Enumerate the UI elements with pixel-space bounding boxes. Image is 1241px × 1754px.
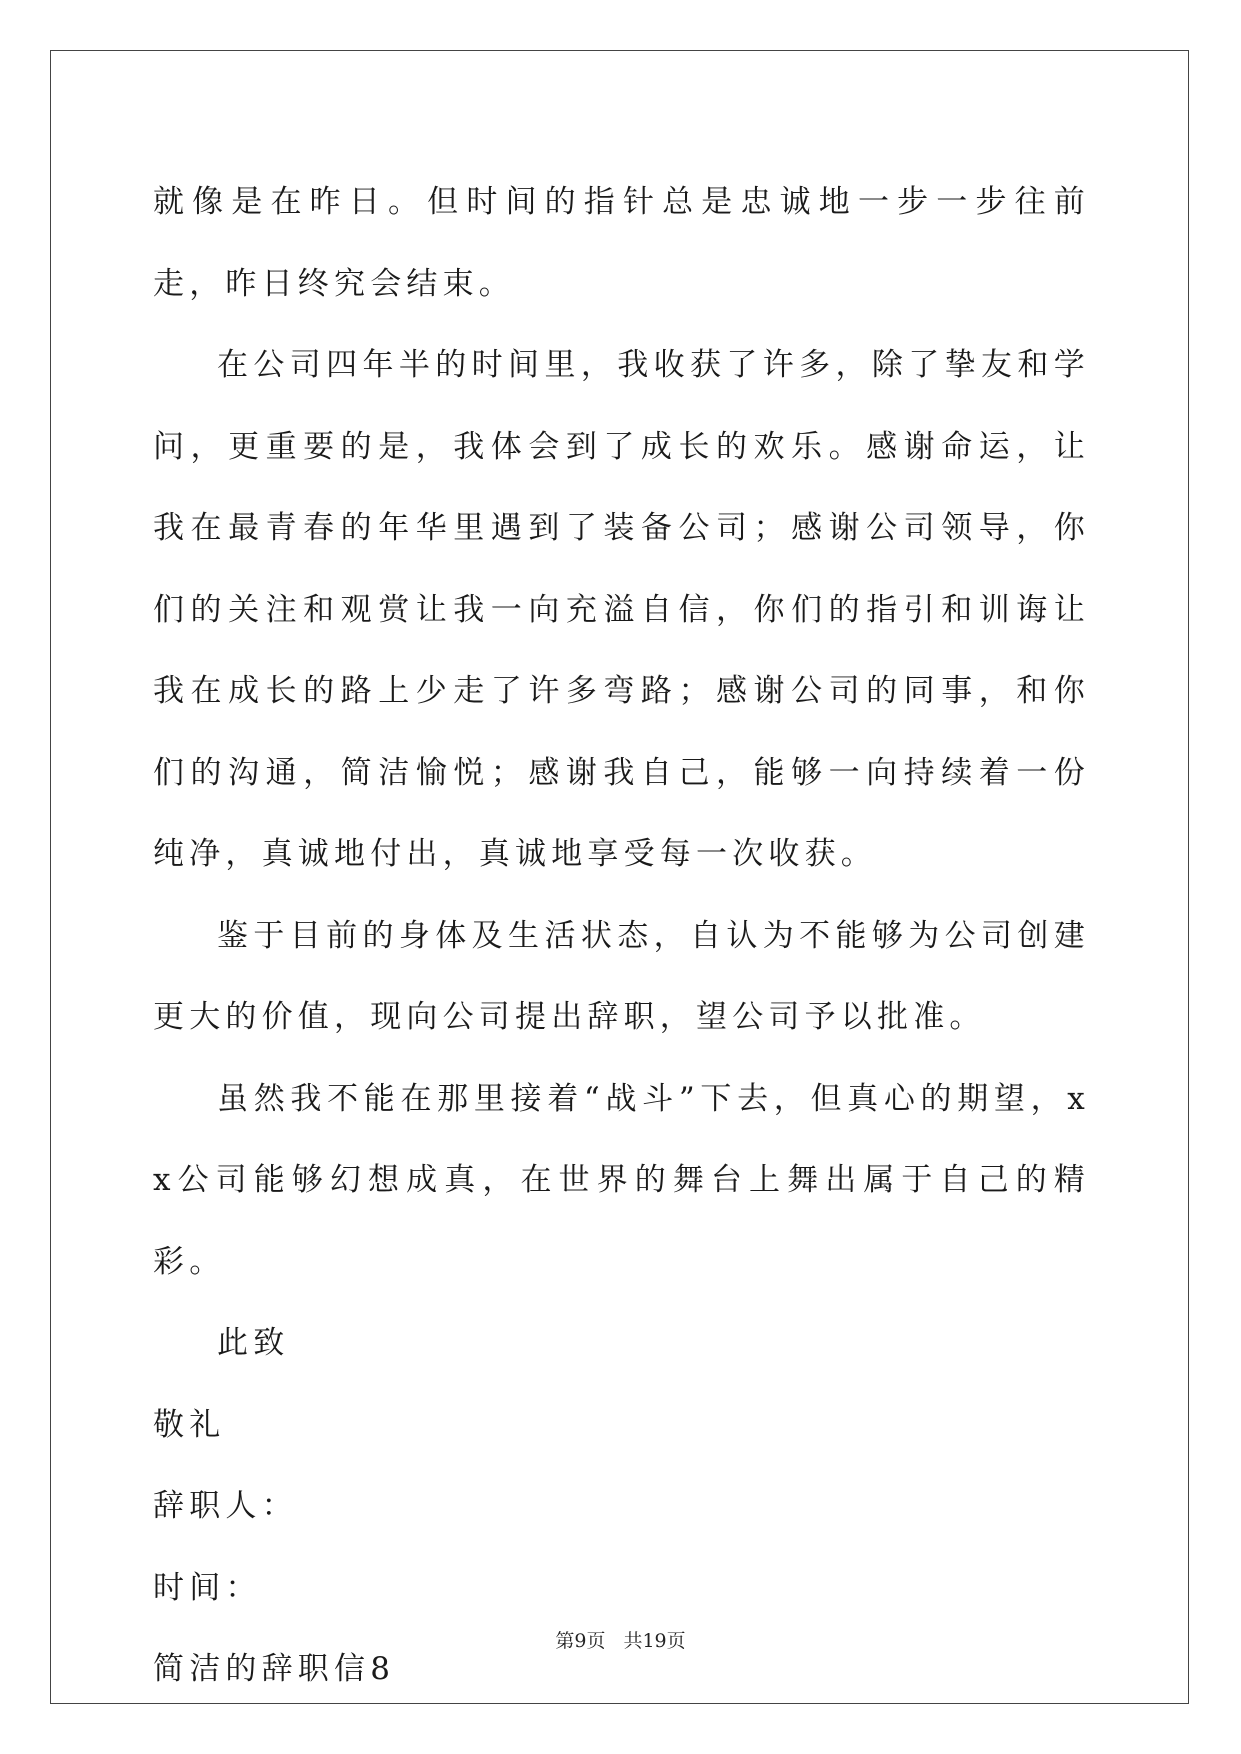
resigner-label: 辞职人：: [153, 1488, 298, 1524]
page-footer: [0, 1626, 1241, 1653]
time-label: 时间：: [153, 1569, 262, 1606]
next-section-title: 简洁的辞职信8: [153, 1651, 396, 1687]
paragraph-4: 虽然我不能在那里接着“战斗”下去，但真心的期望，xx公司能够幻想成真，在世界的舞台上舞出属于自己的精彩。: [153, 1080, 1090, 1280]
page-number: 第9页: [555, 1630, 606, 1652]
paragraph-2: 在公司四年半的时间里，我收获了许多，除了挚友和学问，更重要的是，我体会到了成长的欢乐。感谢命运，让我在最青春的年华里遇到了装备公司；感谢公司领导，你们的关注和观赏让我一向充溢自信，你们的指引和训诲让我在成长的路上少走了许多弯路；感谢公司的同事，和你们的沟通，简洁愉悦；感谢我自己，能够一向持续着一份纯净，真诚地付出，真诚地享受每一次收获。: [153, 347, 1090, 872]
document-body: [153, 162, 1090, 1711]
closing-line: 此致: [217, 1325, 290, 1361]
paragraph-1: 就像是在昨日。但时间的指针总是忠诚地一步一步往前走，昨日终究会结束。: [153, 184, 1090, 302]
salute-line: 敬礼: [153, 1406, 226, 1443]
page-total: 共19页: [623, 1630, 686, 1652]
paragraph-3: 鉴于目前的身体及生活状态，自认为不能够为公司创建更大的价值，现向公司提出辞职，望公司予以批准。: [153, 917, 1090, 1035]
